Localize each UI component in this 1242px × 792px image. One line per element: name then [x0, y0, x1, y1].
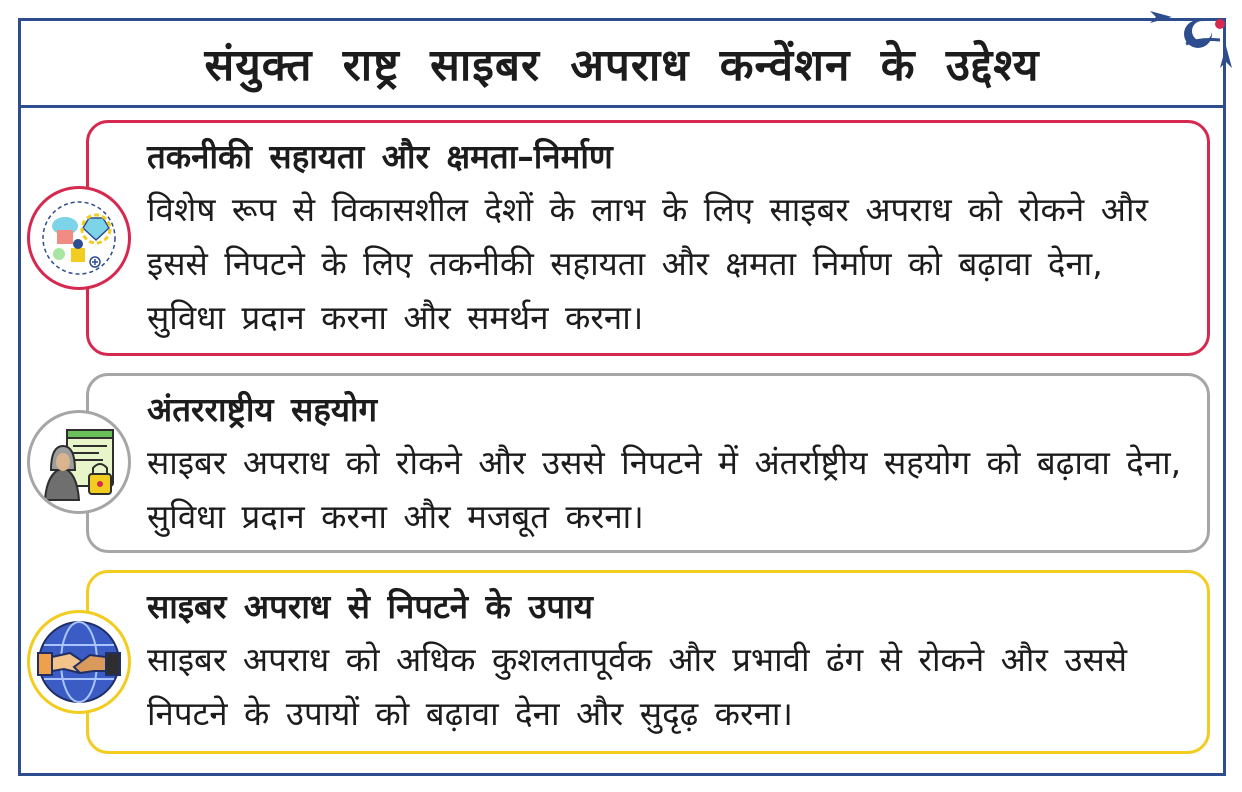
page-title: संयुक्त राष्ट्र साइबर अपराध कन्वेंशन के उद्देश्य	[204, 40, 1040, 91]
card-heading: तकनीकी सहायता और क्षमता–निर्माण	[147, 137, 613, 176]
brand-logo-icon	[1180, 14, 1228, 54]
card-body: साइबर अपराध को अधिक कुशलतापूर्वक और प्रभावी ढंग से रोकने और उससे निपटने के उपायों को बढ़ावा देना और सुदृढ़ करना।	[147, 640, 1128, 733]
objective-card-international-cooperation	[86, 373, 1210, 553]
objective-card-capacity-building	[86, 120, 1210, 356]
capacity-building-icon	[27, 186, 131, 290]
card-body: विशेष रूप से विकासशील देशों के लाभ के लिए साइबर अपराध को रोकने और इससे निपटने के लिए तकनीकी सहायता और क्षमता निर्माण को बढ़ावा देना, सुविधा प्रदान करना और समर्थन करना।	[147, 190, 1148, 337]
card-heading: साइबर अपराध से निपटने के उपाय	[147, 587, 593, 626]
hacker-security-icon	[27, 410, 131, 514]
card-heading: अंतरराष्ट्रीय सहयोग	[147, 390, 378, 429]
card-body: साइबर अपराध को रोकने और उससे निपटने में अंतर्राष्ट्रीय सहयोग को बढ़ावा देना, सुविधा प्रदान करना और मजबूत करना।	[147, 443, 1182, 536]
frame-arrow-icon	[1150, 6, 1180, 30]
title-bar	[21, 21, 1223, 108]
objective-card-cybercrime-measures	[86, 570, 1210, 754]
global-handshake-icon	[27, 610, 131, 714]
